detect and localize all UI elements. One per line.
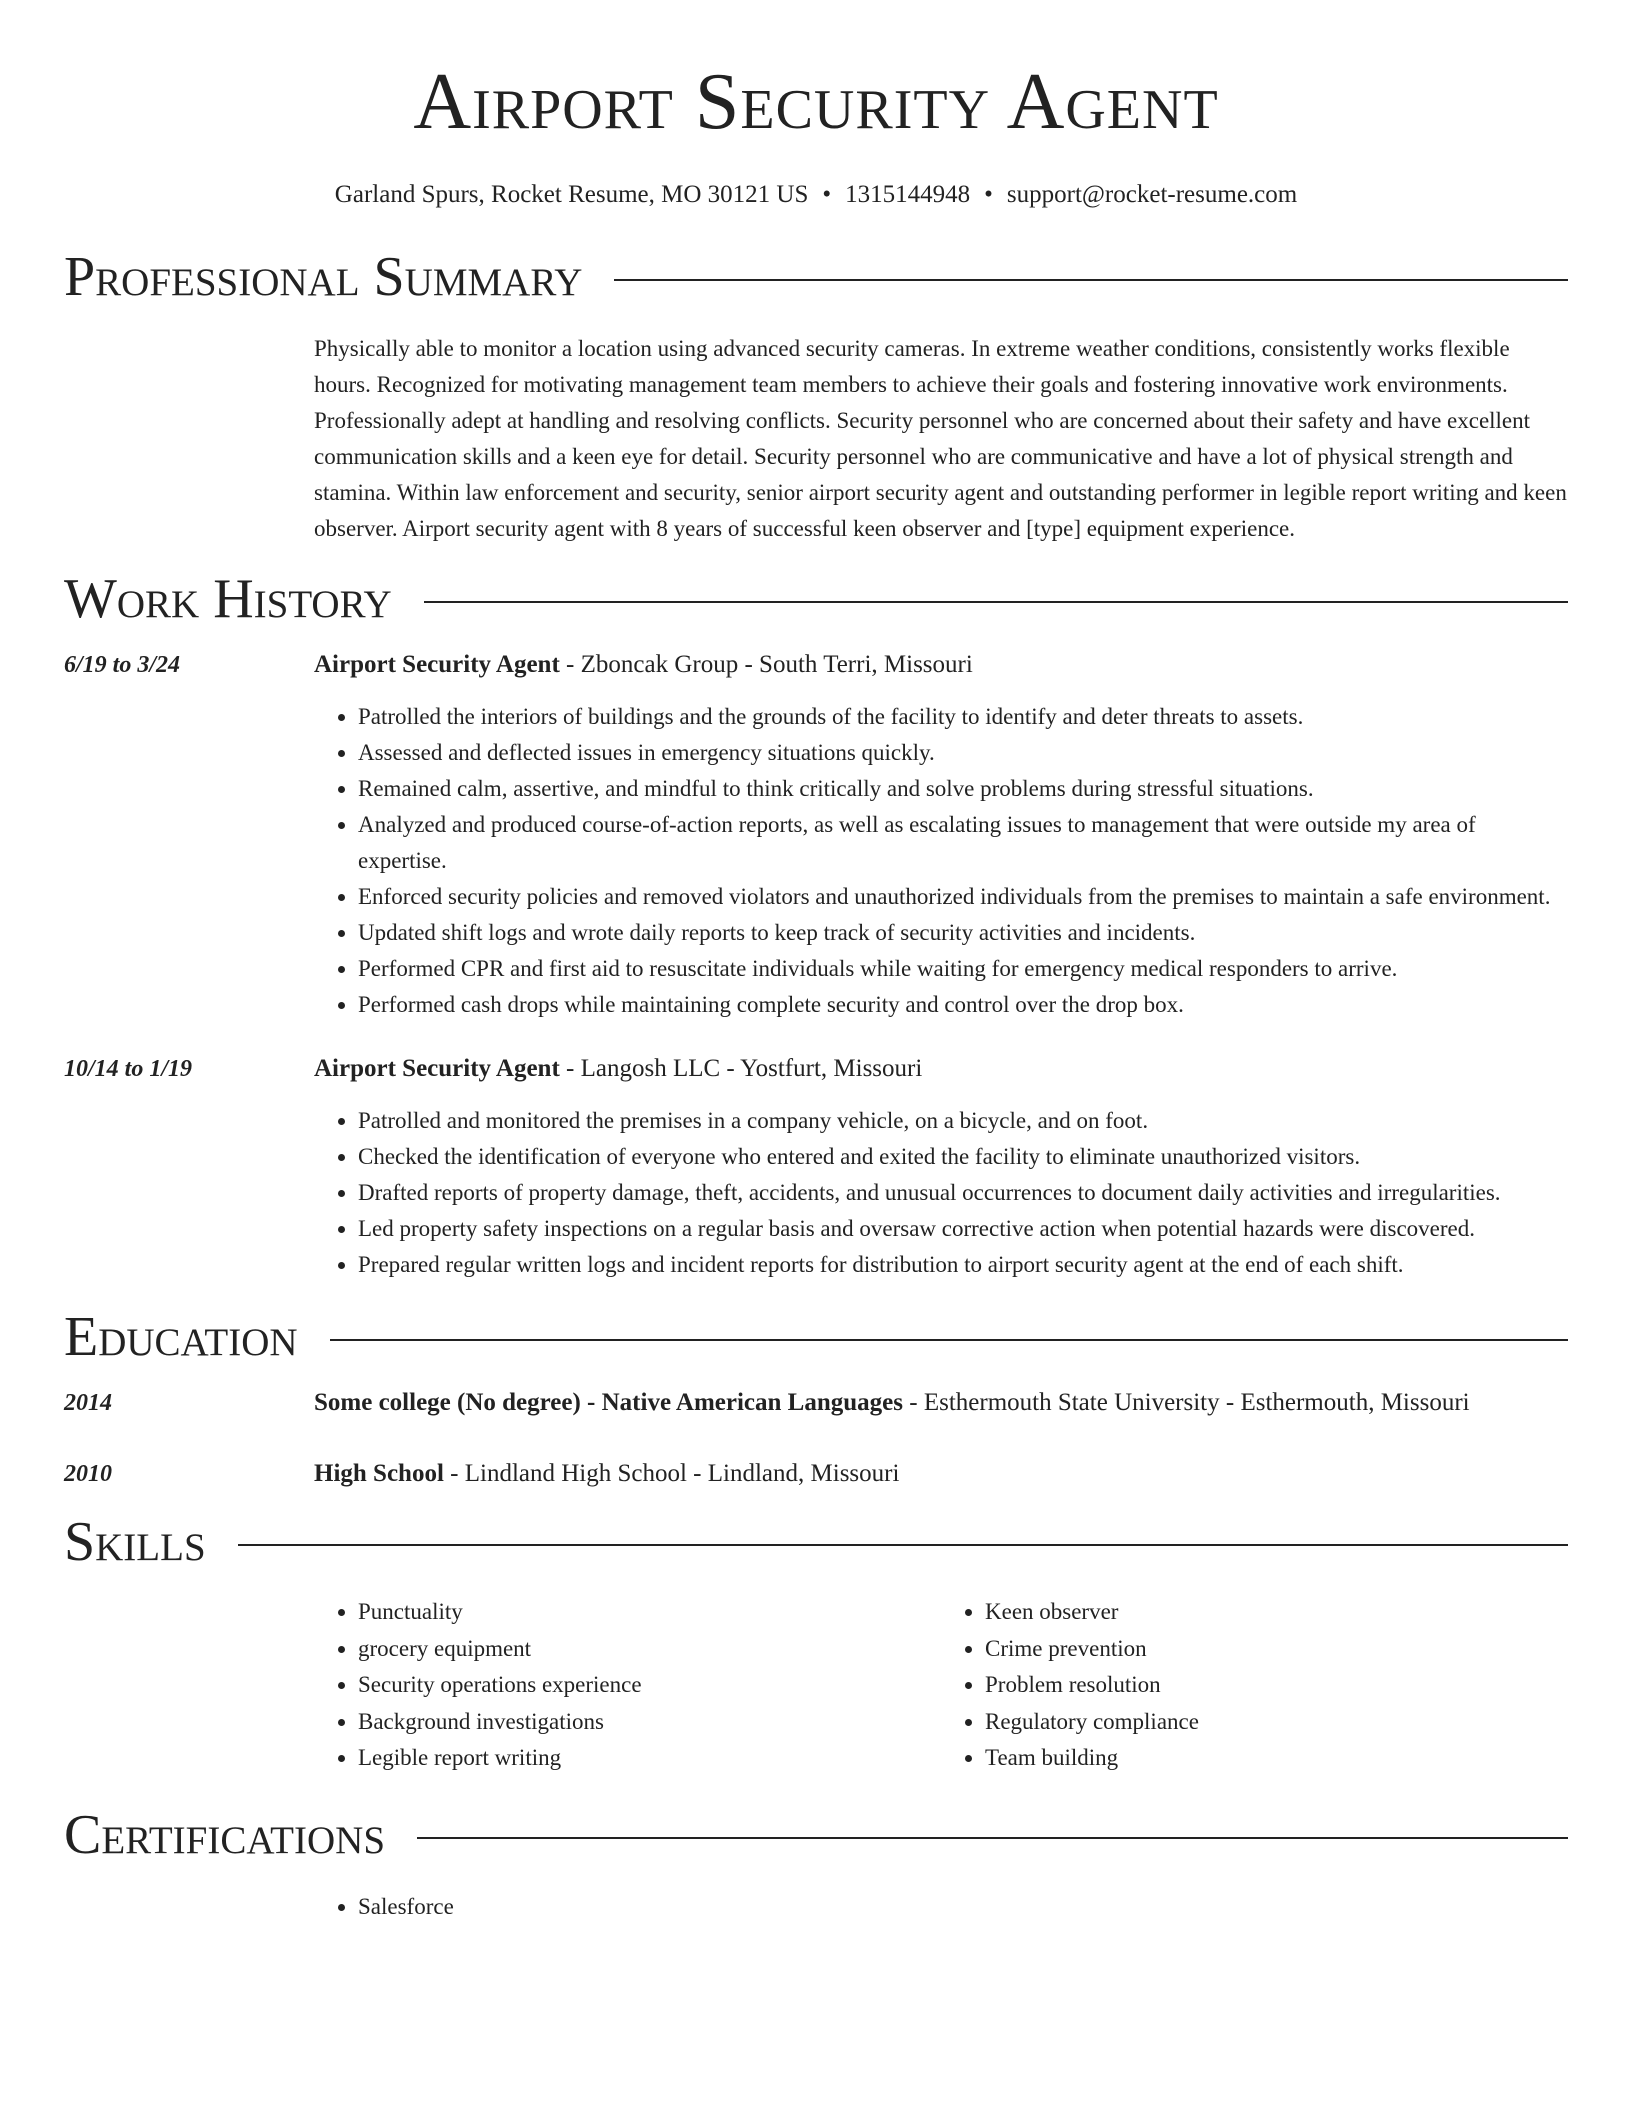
section-divider [238,1544,1568,1546]
skills-heading: Skills [64,1511,206,1573]
job-title: Airport Security Agent [314,651,560,678]
education-details: - Esthermouth State University - Esthermouth, Missouri [903,1389,1470,1416]
skill-item: • Legible report writing [358,1740,941,1777]
skill-item: • Background investigations [358,1704,941,1741]
job-entry [64,1053,1568,1283]
job-bullet: • Drafted reports of property damage, theft, accidents, and unusual occurrences to document daily activities and irregularities. [358,1175,1568,1211]
certifications-heading: Certifications [64,1803,386,1866]
contact-line [64,182,1568,207]
summary-section-header [64,246,1568,308]
job-title: Airport Security Agent [314,1055,560,1082]
education-year: 2010 [64,1461,112,1487]
job-bullet: • Updated shift logs and wrote daily reports to keep track of security activities and incidents. [358,915,1568,951]
education-year: 2014 [64,1390,112,1416]
skill-item: • Keen observer [985,1594,1568,1631]
education-heading: Education [64,1306,298,1368]
job-dates: 6/19 to 3/24 [64,652,181,678]
resume-title: Airport Security Agent [413,58,1219,146]
education-body [314,1458,1568,1490]
job-bullet: • Performed CPR and first aid to resuscitate individuals while waiting for emergency medical responders to arrive. [358,951,1568,987]
work-section-header [64,568,1568,630]
contact-separator: • [984,181,993,208]
section-divider [424,601,1568,603]
skills-column-right [941,1594,1568,1777]
job-bullets [314,1103,1568,1283]
job-heading [314,1053,1568,1085]
job-details: - Langosh LLC - Yostfurt, Missouri [559,1055,923,1082]
skill-item: • Punctuality [358,1594,941,1631]
education-degree: High School [314,1460,444,1487]
skill-item: • Problem resolution [985,1667,1568,1704]
certification-item: • Salesforce [358,1889,1568,1925]
summary-heading: Professional Summary [64,246,583,308]
education-details: - Lindland High School - Lindland, Missouri [443,1460,900,1487]
education-section-header [64,1306,1568,1368]
skill-item: • Regulatory compliance [985,1704,1568,1741]
education-entry [64,1387,1568,1419]
job-body [314,649,1568,1023]
education-entry [64,1458,1568,1490]
job-details: - Zboncak Group - South Terri, Missouri [559,651,973,678]
job-bullet: • Prepared regular written logs and incident reports for distribution to airport security agent at the end of each shift. [358,1247,1568,1283]
contact-phone: 1315144948 [845,181,971,208]
skill-item: • Security operations experience [358,1667,941,1704]
job-bullet: • Checked the identification of everyone who entered and exited the facility to eliminate unauthorized visitors. [358,1139,1568,1175]
contact-separator: • [822,181,832,208]
section-divider [614,279,1568,281]
skill-item: • grocery equipment [358,1631,941,1668]
job-entry [64,649,1568,1023]
contact-email: support@rocket-resume.com [1006,181,1298,208]
section-divider [330,1339,1568,1341]
job-bullets [314,699,1568,1023]
summary-text: Physically able to monitor a location using advanced security cameras. In extreme weather conditions, consistently works flexible hours. Recognized for motivating management team members to achieve their goals and fostering innovative work environments. Professionally adept at handling and resolving conflicts. Security personnel who are concerned about their safety and have excellent communication skills and a keen eye for detail. Security personnel who are communicative and have a lot of physical strength and stamina. Within law enforcement and security, senior airport security agent and outstanding performer in legible report writing and keen observer. Airport security agent with 8 years of successful keen observer and [type] equipment experience. [314,336,1567,541]
certifications-section-header [64,1803,1568,1866]
skills-section-header [64,1511,1568,1573]
contact-address: Garland Spurs, Rocket Resume, MO 30121 US [334,181,809,208]
skills-column-left [314,1594,941,1777]
skill-item: • Crime prevention [985,1631,1568,1668]
job-dates: 10/14 to 1/19 [64,1056,193,1082]
education-body [314,1387,1568,1419]
job-bullet: • Remained calm, assertive, and mindful to think critically and solve problems during stressful situations. [358,771,1568,807]
skill-item: • Team building [985,1740,1568,1777]
job-bullet: • Patrolled the interiors of buildings and the grounds of the facility to identify and deter threats to assets. [358,699,1568,735]
certifications-items [314,1889,1568,1925]
job-bullet: • Enforced security policies and removed violators and unauthorized individuals from the premises to maintain a safe environment. [358,879,1568,915]
job-bullet: • Assessed and deflected issues in emergency situations quickly. [358,735,1568,771]
job-bullet: • Analyzed and produced course-of-action reports, as well as escalating issues to management that were outside my area of expertise. [358,807,1568,879]
education-degree: Some college (No degree) - Native American Languages [314,1389,903,1416]
job-bullet: • Patrolled and monitored the premises in a company vehicle, on a bicycle, and on foot. [358,1103,1568,1139]
job-bullet: • Performed cash drops while maintaining complete security and control over the drop box. [358,987,1568,1023]
job-bullet: • Led property safety inspections on a regular basis and oversaw corrective action when potential hazards were discovered. [358,1211,1568,1247]
section-divider [417,1837,1568,1839]
job-heading [314,649,1568,681]
certifications-list [314,1889,1568,1925]
skills-list [314,1594,1568,1777]
job-body [314,1053,1568,1283]
work-heading: Work History [64,568,392,630]
